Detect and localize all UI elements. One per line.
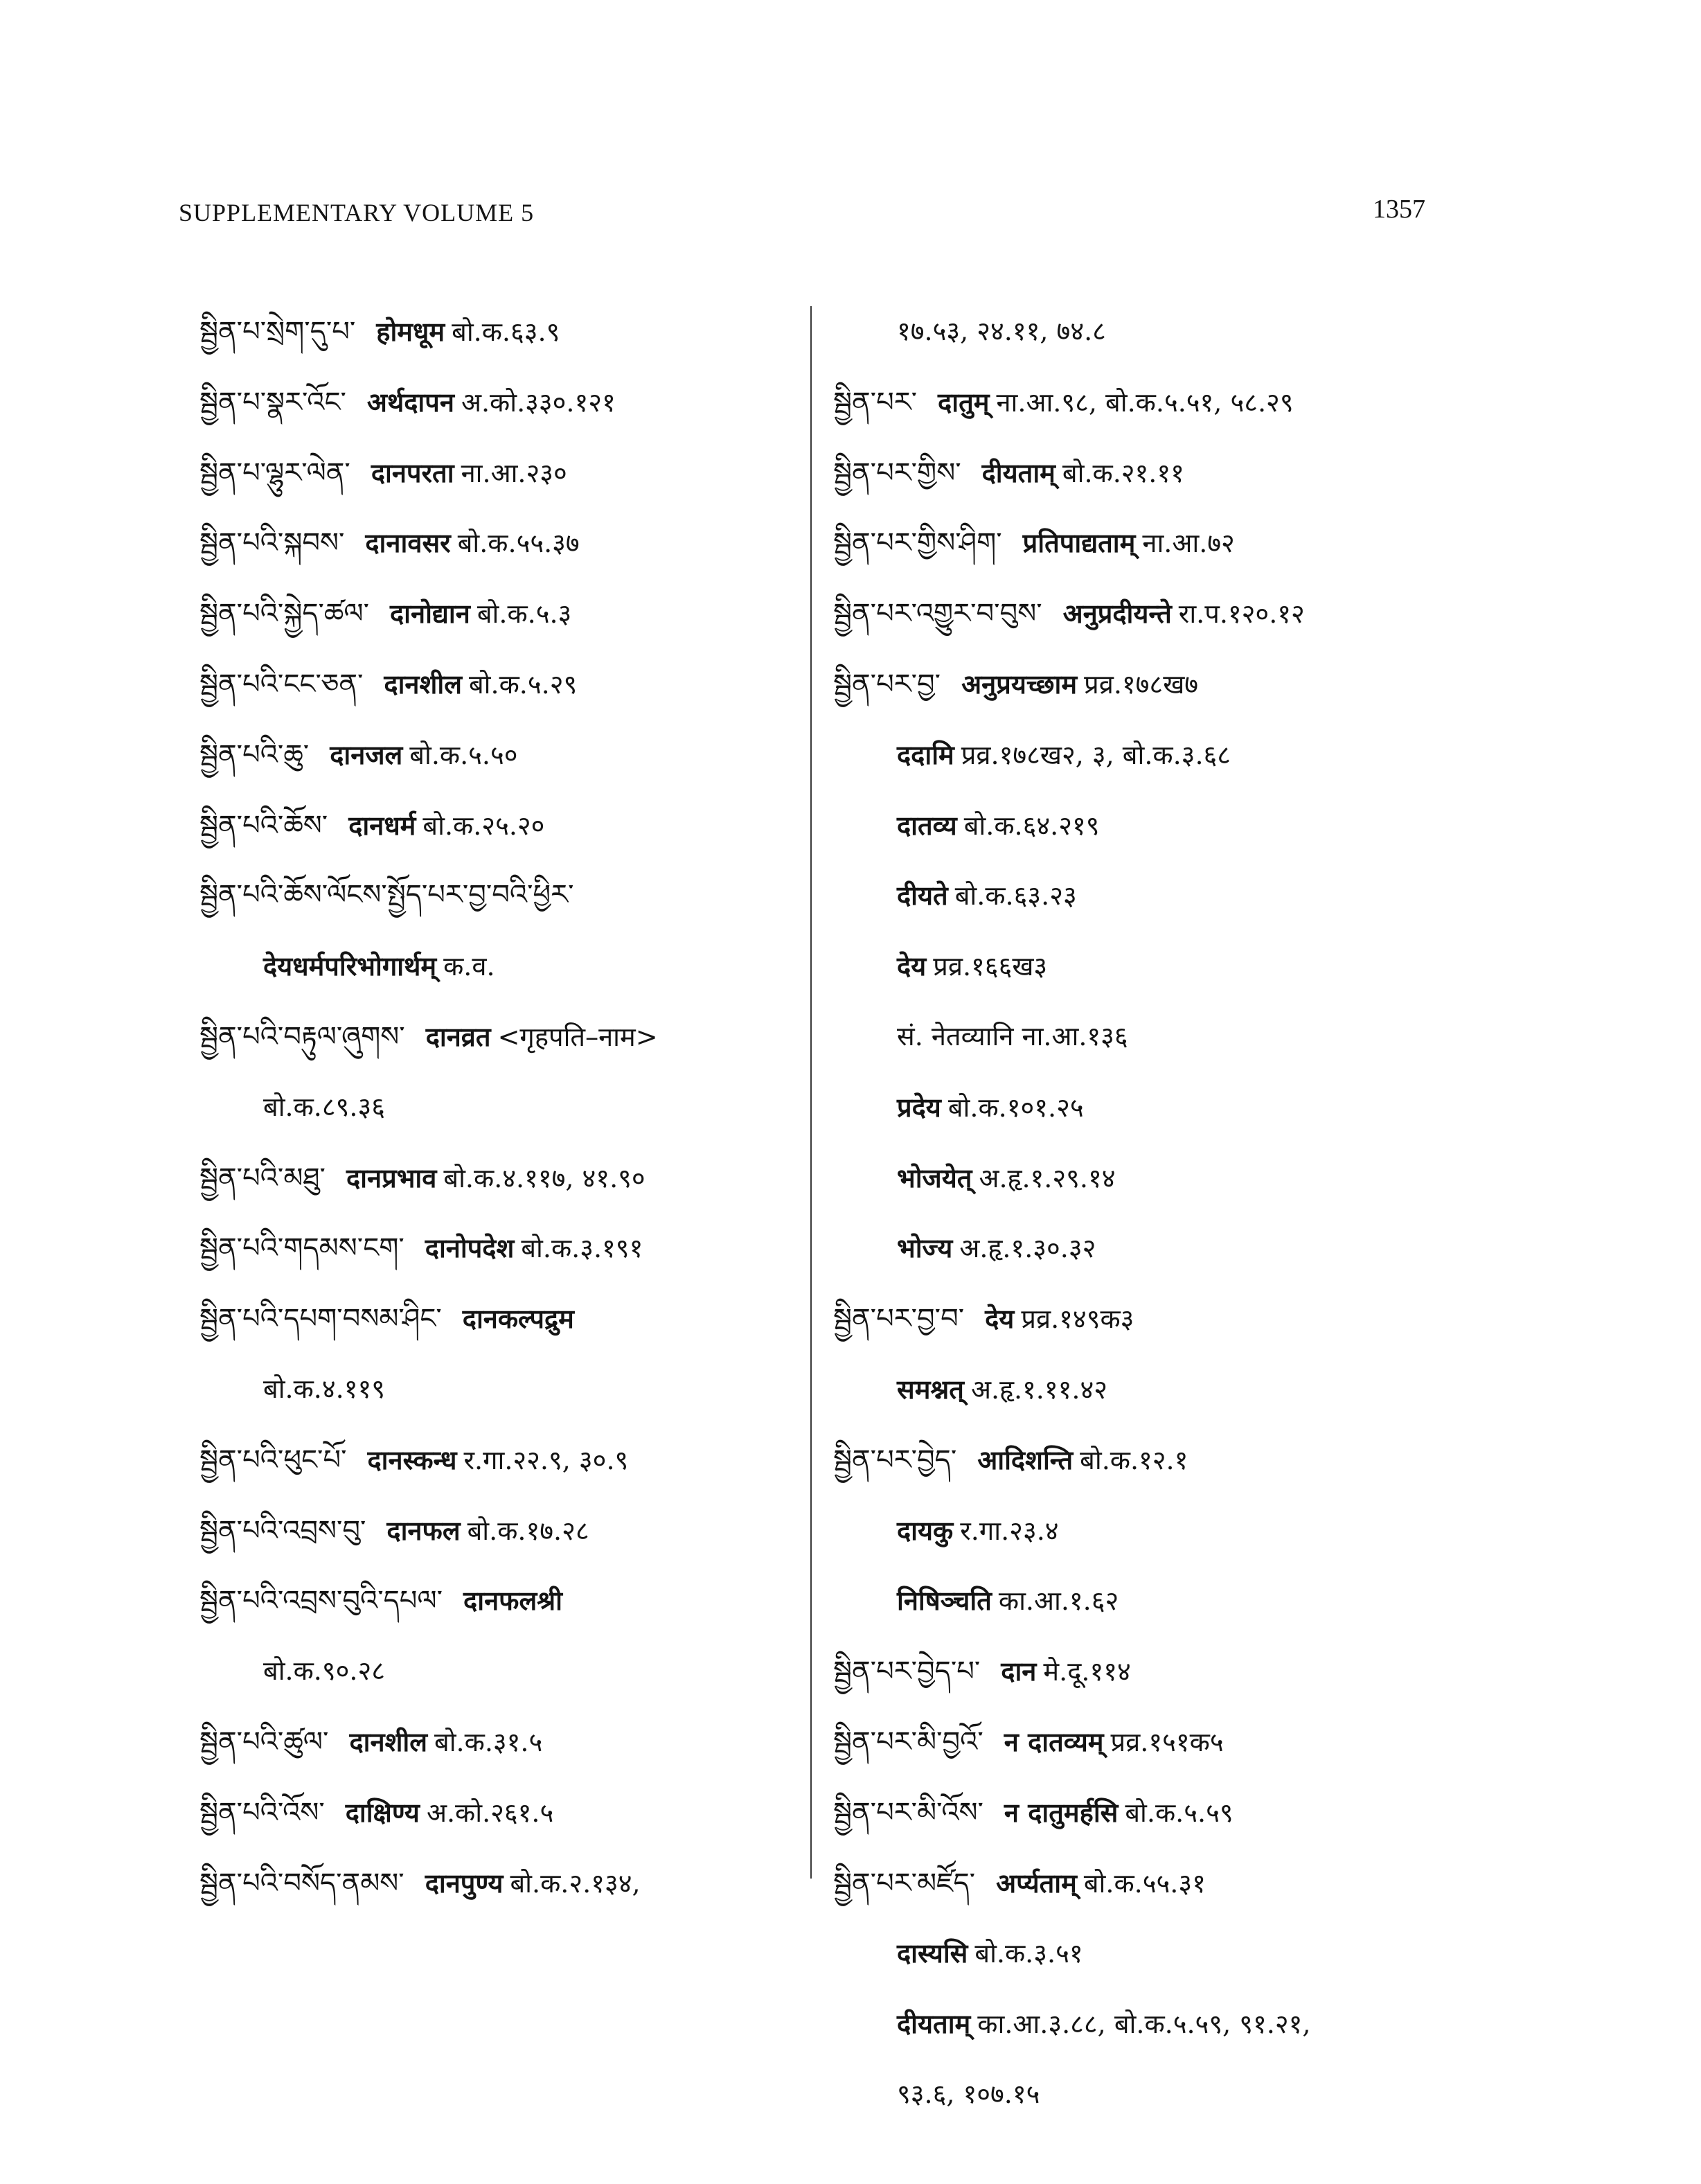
sanskrit-equivalent: न दातुमर्हसि: [1004, 1796, 1119, 1828]
sanskrit-equivalent: भोजयेत्: [897, 1162, 972, 1193]
dictionary-entry-line: [199, 1072, 795, 1143]
sanskrit-equivalent: होमधूम: [376, 316, 445, 347]
tibetan-headword: སྦྱིན་པའི་བརྟུལ་ཞུགས་: [199, 1020, 405, 1053]
sanskrit-equivalent: दाक्षिण्य: [345, 1796, 420, 1828]
source-reference: बो.क.६३.२३: [954, 880, 1077, 912]
tibetan-headword: སྦྱིན་པར་མི་བྱའོ་: [833, 1725, 983, 1758]
dictionary-entry-line: [833, 1989, 1443, 2059]
tibetan-headword: སྦྱིན་པར་བྱེད་: [833, 1444, 957, 1476]
source-reference: ९३.६, १०७.१५: [897, 2078, 1040, 2109]
source-reference: प्रव्र.१४९क३: [1021, 1304, 1134, 1335]
tibetan-headword: སྦྱིན་པའི་ཕུང་པོ་: [199, 1444, 347, 1476]
dictionary-entry-line: [833, 2059, 1443, 2130]
tibetan-headword: སྦྱིན་པར་གྱིས་ཤིག་: [833, 527, 1002, 560]
tibetan-headword: སྦྱིན་པའི་གདམས་ངག་: [199, 1232, 404, 1265]
tibetan-headword: སྦྱིན་པར་བྱེད་པ་: [833, 1655, 981, 1688]
dictionary-entry-line: [833, 1213, 1443, 1284]
tibetan-headword: སྦྱིན་པའི་ཆོས་: [199, 809, 328, 842]
tibetan-headword: སྦྱིན་པ་སྲེག་དུ་པ་: [199, 316, 356, 348]
column-divider: [810, 306, 812, 1879]
tibetan-headword: སྦྱིན་པར་བྱ་བ་: [833, 1303, 965, 1335]
source-reference: का.आ.१.६२: [998, 1586, 1119, 1617]
source-reference: १७.५३, २४.११, ७४.८: [897, 316, 1106, 346]
dictionary-entry-line: [199, 296, 795, 367]
tibetan-headword: སྦྱིན་པའི་ཆུ་: [199, 738, 310, 771]
sanskrit-equivalent: दानकल्पद्रुम: [462, 1303, 574, 1335]
tibetan-headword: སྦྱིན་པར་འགྱུར་བ་བུས་: [833, 598, 1042, 630]
dictionary-entry-line: [833, 1495, 1443, 1566]
source-reference: रा.प.१२०.१२: [1178, 598, 1305, 630]
sanskrit-equivalent: दानधर्म: [348, 809, 416, 841]
sanskrit-equivalent: समश्नत्: [897, 1373, 964, 1405]
source-reference: बो.क.२१.११: [1062, 457, 1184, 488]
source-reference: बो.क.२.१३४,: [510, 1867, 641, 1899]
sanskrit-equivalent: भोज्य: [897, 1232, 953, 1264]
sanskrit-equivalent: अनुप्रदीयन्ते: [1062, 598, 1172, 630]
source-reference: ना.आ.९८, बो.क.५.५१, ५८.२९: [996, 387, 1294, 418]
dictionary-entry-line: [833, 1354, 1443, 1425]
sanskrit-equivalent: निषिञ्चति: [897, 1585, 992, 1617]
dictionary-entry-line: [199, 578, 795, 649]
source-reference: का.आ.३.८८, बो.क.५.५९, ९१.२१,: [977, 2009, 1311, 2040]
dictionary-entry-line: [199, 367, 795, 438]
dictionary-entry-line: [199, 1565, 795, 1636]
dictionary-entry-line: [833, 367, 1443, 438]
source-reference: ना.आ.२३०: [461, 457, 567, 488]
source-reference: बो.क.५.५०: [409, 739, 518, 770]
tibetan-headword: སྦྱིན་པའི་འབྲས་བུ་: [199, 1514, 366, 1547]
source-reference: बो.क.६४.२१९: [963, 810, 1100, 841]
dictionary-entry-line: [199, 1495, 795, 1566]
source-reference: प्रव्र.१७८ख७: [1084, 668, 1199, 700]
tibetan-headword: སྦྱིན་པའི་མཐུ་: [199, 1162, 326, 1194]
tibetan-headword: སྦྱིན་པར་བྱ་: [833, 668, 941, 700]
tibetan-headword: སྦྱིན་པར་མི་འོས་: [833, 1796, 983, 1829]
source-reference: क.व.: [443, 951, 495, 982]
source-reference: र.गा.२२.९, ३०.९: [463, 1444, 629, 1475]
source-reference: प्रव्र.१५१क५: [1110, 1726, 1224, 1757]
source-reference: ना.आ.७२: [1142, 528, 1235, 559]
dictionary-entry-line: [833, 649, 1443, 720]
sanskrit-equivalent: प्रतिपाद्यताम्: [1022, 527, 1136, 559]
dictionary-entry-line: [199, 1143, 795, 1214]
source-reference: मे.दू.११४: [1043, 1656, 1131, 1687]
dictionary-entry-line: [833, 1777, 1443, 1848]
tibetan-headword: སྦྱིན་པར་: [833, 386, 918, 418]
source-reference: अ.हृ.१.२९.१४: [979, 1162, 1116, 1193]
sanskrit-equivalent: आदिशन्ति: [977, 1444, 1074, 1475]
sanskrit-equivalent: अर्प्यताम्: [996, 1867, 1077, 1899]
tibetan-headword: སྦྱིན་པ་སྣར་འོང་: [199, 386, 346, 418]
source-reference: बो.क.६३.९: [452, 317, 560, 347]
dictionary-entry-line: [833, 508, 1443, 578]
sanskrit-equivalent: प्रदेय: [897, 1091, 941, 1123]
sanskrit-equivalent: दायकु: [897, 1514, 954, 1546]
sanskrit-equivalent: देय: [985, 1303, 1015, 1335]
tibetan-headword: སྦྱིན་པ་ལྷུར་ལེན་: [199, 456, 350, 489]
dictionary-entry-line: [833, 296, 1443, 367]
source-reference: बो.क.५.५९: [1125, 1797, 1234, 1828]
source-reference: अ.को.३३०.१२१: [461, 387, 616, 418]
sanskrit-equivalent: दातव्य: [897, 809, 957, 841]
source-reference: बो.क.३.१९१: [521, 1233, 643, 1264]
sanskrit-equivalent: दानफलश्री: [463, 1585, 562, 1617]
dictionary-entry-line: [833, 1918, 1443, 1989]
dictionary-entry-line: [199, 1284, 795, 1354]
sanskrit-equivalent: दानावसर: [365, 527, 451, 559]
dictionary-entry-line: [833, 578, 1443, 649]
tibetan-headword: སྦྱིན་པའི་དཔག་བསམ་ཤིང་: [199, 1303, 442, 1335]
dictionary-entry-line: [833, 860, 1443, 931]
dictionary-entry-line: [833, 438, 1443, 508]
source-reference: बो.क.३.५१: [974, 1938, 1083, 1969]
dictionary-entry-line: [833, 1707, 1443, 1777]
dictionary-entry-line: [833, 1636, 1443, 1707]
source-reference: <गृहपति–नाम>: [497, 1021, 658, 1052]
source-reference: बो.क.१७.२८: [467, 1515, 589, 1546]
sanskrit-equivalent: दानोद्यान: [390, 598, 470, 630]
running-header: SUPPLEMENTARY VOLUME 5: [179, 199, 535, 227]
sanskrit-equivalent: अनुप्रयच्छाम: [961, 668, 1078, 700]
tibetan-headword: སྦྱིན་པའི་ངང་ཅན་: [199, 668, 364, 700]
source-reference: बो.क.८९.३६: [263, 1091, 386, 1122]
dictionary-entry-line: [833, 720, 1443, 790]
tibetan-headword: སྦྱིན་པའི་སྐབས་: [199, 527, 345, 560]
sanskrit-equivalent: दानशील: [384, 668, 462, 700]
dictionary-entry-line: [199, 1707, 795, 1777]
dictionary-entry-line: [833, 1848, 1443, 1919]
sanskrit-equivalent: अर्थदापन: [366, 386, 454, 418]
dictionary-entry-line: [199, 649, 795, 720]
source-reference: बो.क.९०.२८: [263, 1655, 386, 1687]
dictionary-entry-line: [833, 1284, 1443, 1354]
tibetan-headword: སྦྱིན་པར་མཛོད་: [833, 1867, 976, 1899]
sanskrit-equivalent: दानशील: [349, 1725, 428, 1757]
dictionary-entry-line: [199, 1354, 795, 1425]
dictionary-entry-line: [833, 790, 1443, 861]
dictionary-entry-line: [199, 860, 795, 931]
tibetan-headword: སྦྱིན་པའི་སྐྱེད་ཚལ་: [199, 598, 369, 630]
sanskrit-equivalent: ददामि: [897, 738, 954, 770]
sanskrit-equivalent: देय: [897, 950, 927, 982]
sanskrit-equivalent: दानव्रत: [425, 1020, 491, 1052]
source-reference: अ.हृ.१.११.४२: [970, 1374, 1108, 1405]
tibetan-headword: སྦྱིན་པའི་ཚུལ་: [199, 1725, 329, 1758]
sanskrit-equivalent: दानजल: [330, 738, 403, 770]
dictionary-entry-line: [199, 438, 795, 508]
source-reference: प्रव्र.१७८ख२, ३, बो.क.३.६८: [961, 739, 1231, 770]
tibetan-headword: སྦྱིན་པའི་འབྲས་བུའི་དཔལ་: [199, 1585, 443, 1617]
left-column: [199, 296, 795, 1918]
right-column: [833, 296, 1443, 2130]
source-reference: प्रव्र.१६६ख३: [933, 951, 1048, 982]
source-reference: बो.क.५.२९: [468, 668, 578, 700]
sanskrit-equivalent: दास्यसि: [897, 1937, 968, 1969]
dictionary-entry-line: [833, 1565, 1443, 1636]
sanskrit-equivalent: दीयते: [897, 880, 948, 912]
source-reference: बो.क.४.११९: [263, 1373, 386, 1404]
dictionary-entry-line: [199, 1213, 795, 1284]
dictionary-entry-line: [199, 508, 795, 578]
dictionary-entry-line: [199, 720, 795, 790]
dictionary-entry-line: [833, 1143, 1443, 1214]
page-number: 1357: [1373, 195, 1425, 224]
source-reference: अ.को.२६१.५: [426, 1797, 554, 1828]
dictionary-entry-line: [199, 1002, 795, 1072]
sanskrit-equivalent: दानस्कन्ध: [367, 1444, 457, 1475]
sanskrit-equivalent: दातुम्: [938, 386, 990, 418]
sanskrit-equivalent: दानोपदेश: [425, 1232, 515, 1264]
sanskrit-equivalent: दानप्रभाव: [346, 1162, 437, 1193]
dictionary-entry-line: [199, 1425, 795, 1495]
source-reference: बो.क.४.११७, ४१.९०: [443, 1162, 645, 1193]
source-reference: अ.हृ.१.३०.३२: [959, 1233, 1096, 1264]
dictionary-entry-line: [199, 1777, 795, 1848]
source-reference: बो.क.५५.३७: [457, 528, 580, 559]
sanskrit-equivalent: दानफल: [386, 1514, 461, 1546]
dictionary-entry-line: [833, 1425, 1443, 1495]
source-reference: बो.क.१२.१: [1080, 1444, 1188, 1475]
dictionary-entry-line: [833, 931, 1443, 1002]
dictionary-entry-line: [199, 931, 795, 1002]
dictionary-entry-line: [199, 790, 795, 861]
dictionary-entry-line: [199, 1848, 795, 1919]
tibetan-headword: སྦྱིན་པའི་འོས་: [199, 1796, 325, 1829]
source-reference: बो.क.१०१.२५: [947, 1092, 1084, 1123]
tibetan-headword: སྦྱིན་པའི་ཆོས་ལོངས་སྤྱོད་པར་བྱ་བའི་ཕྱིར་: [199, 879, 574, 912]
dictionary-entry-line: [833, 1072, 1443, 1143]
source-reference: र.गा.२३.४: [960, 1515, 1059, 1546]
dictionary-entry-line: [833, 1002, 1443, 1072]
sanskrit-equivalent: दानपरता: [371, 456, 454, 488]
dictionary-entry-line: [199, 1636, 795, 1707]
source-reference: बो.क.५.३: [477, 598, 572, 630]
sanskrit-equivalent: दानपुण्य: [425, 1867, 504, 1899]
sanskrit-equivalent: दीयताम्: [981, 456, 1056, 488]
sanskrit-equivalent: न दातव्यम्: [1004, 1725, 1104, 1757]
sanskrit-equivalent: देयधर्मपरिभोगार्थम्: [263, 950, 437, 982]
tibetan-headword: སྦྱིན་པའི་བསོད་ནམས་: [199, 1867, 404, 1899]
source-reference: बो.क.२५.२०: [422, 810, 545, 841]
sanskrit-equivalent: दान: [1001, 1655, 1037, 1687]
sanskrit-equivalent: दीयताम्: [897, 2008, 971, 2040]
source-reference: बो.क.३१.५: [434, 1726, 543, 1757]
source-reference: सं. नेतव्यानि ना.आ.१३६: [897, 1020, 1128, 1051]
tibetan-headword: སྦྱིན་པར་གྱིས་: [833, 456, 961, 489]
source-reference: बो.क.५५.३१: [1083, 1867, 1206, 1899]
